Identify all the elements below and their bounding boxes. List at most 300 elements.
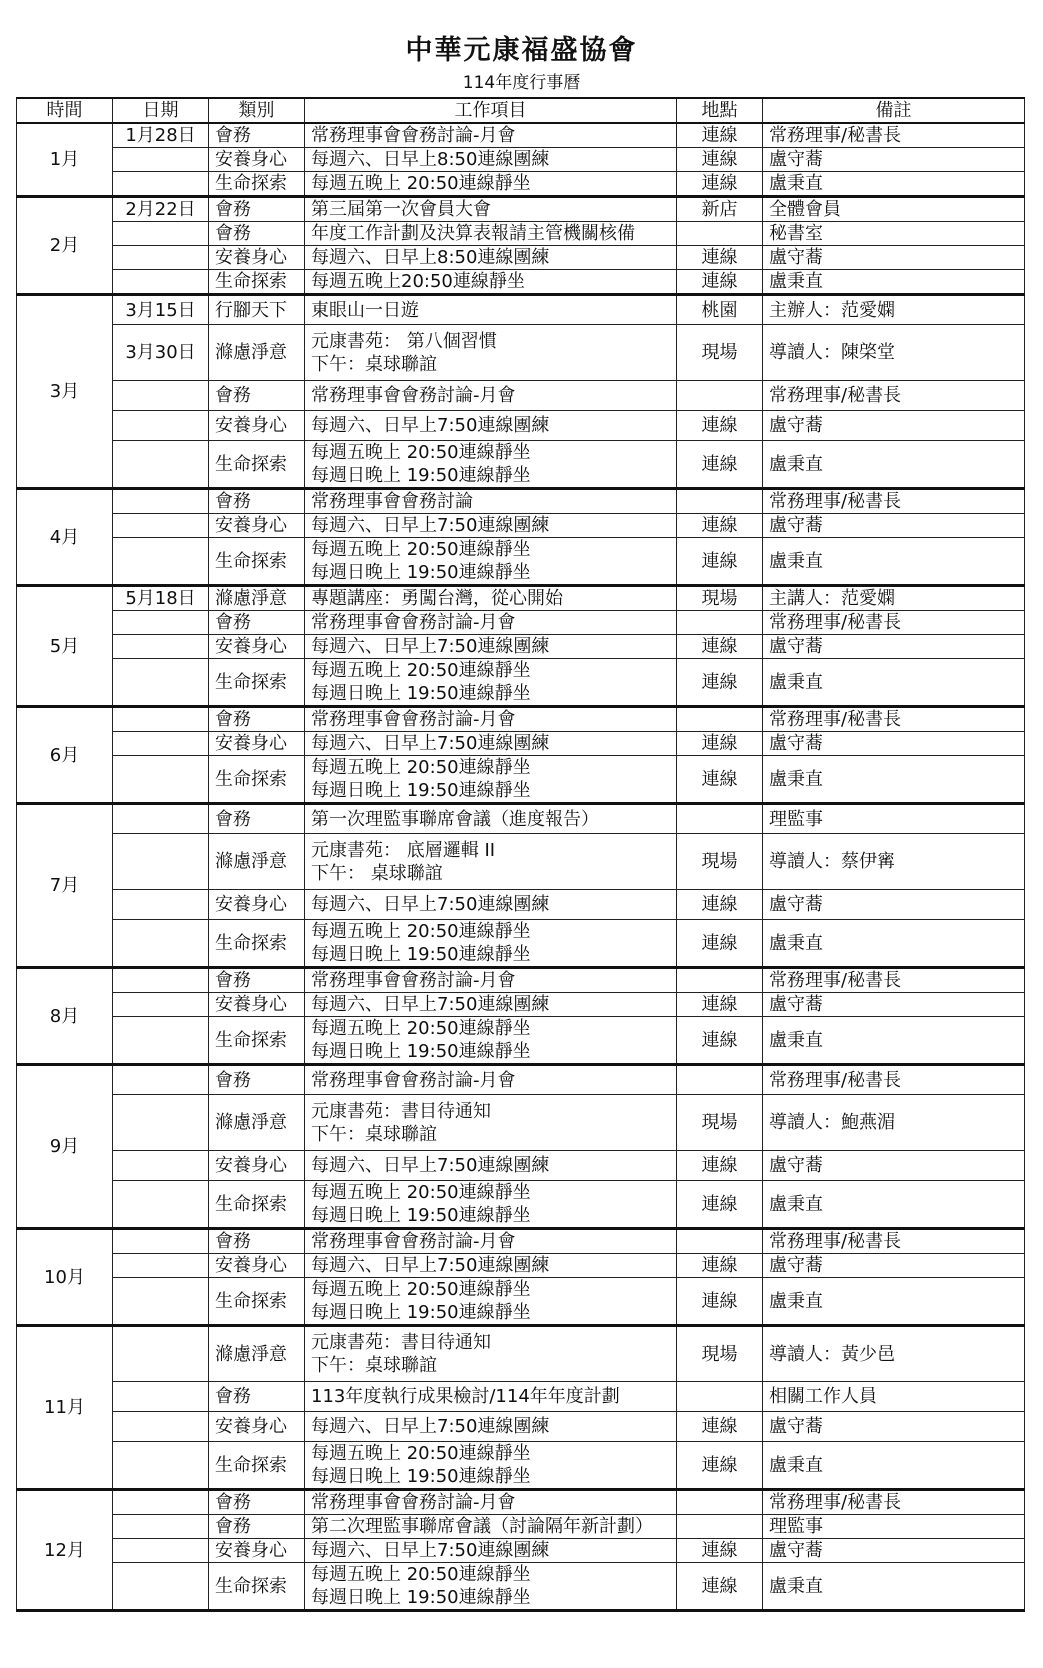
category-cell: 生命探索	[209, 441, 305, 489]
category-cell: 生命探索	[209, 1278, 305, 1326]
category-cell: 會務	[209, 197, 305, 222]
location-cell: 連線	[677, 538, 763, 586]
category-cell: 會務	[209, 1490, 305, 1515]
work-item-line: 元康書苑： 第八個習慣	[311, 330, 497, 352]
date-cell	[113, 489, 209, 514]
note-cell: 盧守蕎	[763, 1151, 1025, 1181]
table-row	[17, 1181, 1025, 1229]
note-cell: 盧守蕎	[763, 890, 1025, 920]
category-cell: 安養身心	[209, 1539, 305, 1563]
location-cell: 連線	[677, 270, 763, 295]
work-item-cell	[305, 1181, 677, 1229]
work-item-line: 元康書苑： 底層邏輯 II	[311, 839, 496, 861]
date-cell	[113, 270, 209, 295]
date-cell	[113, 1563, 209, 1611]
date-cell	[113, 1382, 209, 1412]
date-cell: 1月28日	[113, 123, 209, 148]
category-cell: 會務	[209, 1065, 305, 1095]
note-cell: 全體會員	[763, 197, 1025, 222]
location-cell: 連線	[677, 1278, 763, 1326]
table-row	[17, 489, 1025, 514]
work-item-line: 下午：桌球聯誼	[311, 1355, 437, 1376]
category-cell: 滌慮淨意	[209, 834, 305, 890]
date-cell	[113, 834, 209, 890]
category-cell: 生命探索	[209, 1442, 305, 1490]
location-cell	[677, 707, 763, 732]
table-row	[17, 1095, 1025, 1151]
category-cell: 會務	[209, 222, 305, 246]
work-item-line: 下午： 桌球聯誼	[311, 862, 443, 884]
work-item-line: 常務理事會會務討論-月會	[311, 1231, 516, 1252]
note-cell: 常務理事/秘書長	[763, 968, 1025, 993]
work-item-line: 元康書苑：書目待通知	[311, 1332, 491, 1353]
date-cell	[113, 804, 209, 834]
work-item-line: 專題講座：勇闖台灣，從心開始	[311, 588, 563, 609]
work-item-line: 每週六、日早上8:50連線團練	[311, 247, 550, 268]
work-item-cell	[305, 538, 677, 586]
category-cell: 安養身心	[209, 1151, 305, 1181]
location-cell: 連線	[677, 920, 763, 968]
location-cell: 連線	[677, 659, 763, 707]
location-cell: 連線	[677, 514, 763, 538]
date-cell	[113, 222, 209, 246]
table-row	[17, 1229, 1025, 1254]
schedule-table	[16, 97, 1025, 1612]
location-cell: 連線	[677, 635, 763, 659]
work-item-line: 每週六、日早上7:50連線團練	[311, 1540, 550, 1561]
table-row	[17, 325, 1025, 381]
note-cell: 盧守蕎	[763, 246, 1025, 270]
table-row	[17, 1490, 1025, 1515]
work-item-cell	[305, 890, 677, 920]
location-cell: 連線	[677, 148, 763, 172]
table-row	[17, 635, 1025, 659]
date-cell	[113, 659, 209, 707]
table-row	[17, 197, 1025, 222]
month-cell: 11月	[17, 1326, 113, 1490]
work-item-cell	[305, 756, 677, 804]
work-item-cell	[305, 968, 677, 993]
category-cell: 會務	[209, 489, 305, 514]
location-cell	[677, 1490, 763, 1515]
note-cell: 盧秉直	[763, 1017, 1025, 1065]
category-cell: 會務	[209, 1382, 305, 1412]
category-cell: 滌慮淨意	[209, 1095, 305, 1151]
work-item-line: 下午：桌球聯誼	[311, 353, 437, 375]
date-cell	[113, 246, 209, 270]
note-cell: 常務理事/秘書長	[763, 123, 1025, 148]
table-row	[17, 707, 1025, 732]
category-cell: 生命探索	[209, 920, 305, 968]
location-cell	[677, 1515, 763, 1539]
work-item-line: 每週五晚上 20:50連線靜坐	[311, 1182, 531, 1203]
table-row	[17, 586, 1025, 611]
location-cell	[677, 1229, 763, 1254]
month-cell: 7月	[17, 804, 113, 968]
note-cell: 導讀人：鮑燕湄	[763, 1095, 1025, 1151]
work-item-line: 第二次理監事聯席會議（討論隔年新計劃）	[311, 1516, 653, 1537]
note-cell: 秘書室	[763, 222, 1025, 246]
work-item-cell	[305, 1515, 677, 1539]
work-item-line: 第三屆第一次會員大會	[311, 199, 491, 220]
category-cell: 會務	[209, 804, 305, 834]
date-cell: 5月18日	[113, 586, 209, 611]
work-item-cell	[305, 1229, 677, 1254]
location-cell: 現場	[677, 834, 763, 890]
work-item-cell	[305, 325, 677, 381]
month-cell: 5月	[17, 586, 113, 707]
location-cell: 連線	[677, 1412, 763, 1442]
work-item-cell	[305, 1442, 677, 1490]
note-cell: 理監事	[763, 1515, 1025, 1539]
location-cell	[677, 1382, 763, 1412]
category-cell: 生命探索	[209, 1181, 305, 1229]
month-cell: 1月	[17, 123, 113, 197]
location-cell: 連線	[677, 1151, 763, 1181]
date-cell	[113, 1254, 209, 1278]
work-item-cell	[305, 920, 677, 968]
note-cell: 常務理事/秘書長	[763, 1065, 1025, 1095]
category-cell: 安養身心	[209, 246, 305, 270]
work-item-line: 東眼山一日遊	[311, 299, 419, 321]
month-cell: 12月	[17, 1490, 113, 1611]
work-item-cell	[305, 295, 677, 325]
date-cell	[113, 1490, 209, 1515]
work-item-cell	[305, 270, 677, 295]
work-item-cell	[305, 489, 677, 514]
note-cell: 盧守蕎	[763, 1412, 1025, 1442]
work-item-line: 每週五晚上 20:50連線靜坐	[311, 1279, 531, 1300]
table-row	[17, 1563, 1025, 1611]
location-cell: 連線	[677, 411, 763, 441]
work-item-cell	[305, 707, 677, 732]
table-row	[17, 1278, 1025, 1326]
date-cell	[113, 1326, 209, 1382]
location-cell: 連線	[677, 123, 763, 148]
location-cell	[677, 611, 763, 635]
note-cell: 盧秉直	[763, 441, 1025, 489]
work-item-cell	[305, 514, 677, 538]
category-cell: 安養身心	[209, 993, 305, 1017]
work-item-line: 常務理事會會務討論	[311, 491, 473, 512]
table-row	[17, 441, 1025, 489]
note-cell: 常務理事/秘書長	[763, 489, 1025, 514]
location-cell	[677, 489, 763, 514]
work-item-cell	[305, 1095, 677, 1151]
date-cell	[113, 732, 209, 756]
note-cell: 盧守蕎	[763, 148, 1025, 172]
location-cell	[677, 1065, 763, 1095]
location-cell: 現場	[677, 586, 763, 611]
category-cell: 生命探索	[209, 1563, 305, 1611]
work-item-line: 每週日晚上 19:50連線靜坐	[311, 683, 531, 704]
note-cell: 常務理事/秘書長	[763, 381, 1025, 411]
work-item-line: 每週日晚上 19:50連線靜坐	[311, 1205, 531, 1226]
work-item-line: 每週五晚上 20:50連線靜坐	[311, 660, 531, 681]
date-cell	[113, 920, 209, 968]
date-cell	[113, 1539, 209, 1563]
table-row	[17, 123, 1025, 148]
category-cell: 安養身心	[209, 635, 305, 659]
work-item-cell	[305, 381, 677, 411]
date-cell	[113, 411, 209, 441]
work-item-cell	[305, 1017, 677, 1065]
table-row	[17, 1515, 1025, 1539]
work-item-line: 每週六、日早上7:50連線團練	[311, 1416, 550, 1437]
location-cell: 連線	[677, 1254, 763, 1278]
work-item-cell	[305, 148, 677, 172]
category-cell: 安養身心	[209, 1254, 305, 1278]
date-cell	[113, 1065, 209, 1095]
category-cell: 生命探索	[209, 270, 305, 295]
note-cell: 盧守蕎	[763, 514, 1025, 538]
work-item-line: 每週六、日早上7:50連線團練	[311, 415, 550, 436]
location-cell: 連線	[677, 1442, 763, 1490]
category-cell: 滌慮淨意	[209, 325, 305, 381]
note-cell: 盧秉直	[763, 1442, 1025, 1490]
date-cell	[113, 890, 209, 920]
location-cell: 連線	[677, 1563, 763, 1611]
location-cell: 連線	[677, 1017, 763, 1065]
category-cell: 滌慮淨意	[209, 586, 305, 611]
note-cell: 盧秉直	[763, 1278, 1025, 1326]
category-cell: 會務	[209, 381, 305, 411]
work-item-line: 常務理事會會務討論-月會	[311, 970, 516, 991]
work-item-cell	[305, 1326, 677, 1382]
work-item-line: 每週日晚上 19:50連線靜坐	[311, 465, 531, 486]
location-cell: 連線	[677, 1539, 763, 1563]
location-cell: 連線	[677, 441, 763, 489]
note-cell: 常務理事/秘書長	[763, 1229, 1025, 1254]
table-row	[17, 381, 1025, 411]
note-cell: 盧守蕎	[763, 411, 1025, 441]
work-item-line: 每週日晚上 19:50連線靜坐	[311, 944, 531, 965]
work-item-cell	[305, 834, 677, 890]
note-cell: 盧秉直	[763, 538, 1025, 586]
work-item-cell	[305, 1254, 677, 1278]
work-item-line: 每週日晚上 19:50連線靜坐	[311, 1466, 531, 1487]
month-cell: 4月	[17, 489, 113, 586]
note-cell: 導讀人：蔡伊寗	[763, 834, 1025, 890]
month-cell: 6月	[17, 707, 113, 804]
page-subtitle: 114年度行事曆	[462, 73, 581, 93]
work-item-line: 每週五晚上 20:50連線靜坐	[311, 173, 531, 194]
category-cell: 會務	[209, 1515, 305, 1539]
note-cell: 盧秉直	[763, 172, 1025, 197]
table-row	[17, 659, 1025, 707]
month-cell: 2月	[17, 197, 113, 295]
work-item-cell	[305, 659, 677, 707]
work-item-line: 常務理事會會務討論-月會	[311, 612, 516, 633]
work-item-cell	[305, 611, 677, 635]
date-cell	[113, 1181, 209, 1229]
date-cell	[113, 172, 209, 197]
table-row	[17, 222, 1025, 246]
work-item-line: 每週五晚上 20:50連線靜坐	[311, 757, 531, 778]
work-item-line: 每週五晚上 20:50連線靜坐	[311, 1564, 531, 1585]
work-item-cell	[305, 246, 677, 270]
note-cell: 主講人：范愛嫻	[763, 586, 1025, 611]
table-row	[17, 270, 1025, 295]
date-cell	[113, 1412, 209, 1442]
work-item-cell	[305, 123, 677, 148]
category-cell: 生命探索	[209, 756, 305, 804]
header-location: 地點	[677, 98, 763, 123]
note-cell: 盧守蕎	[763, 732, 1025, 756]
date-cell	[113, 1515, 209, 1539]
date-cell	[113, 1229, 209, 1254]
work-item-line: 每週五晚上 20:50連線靜坐	[311, 1018, 531, 1039]
work-item-cell	[305, 993, 677, 1017]
category-cell: 會務	[209, 611, 305, 635]
category-cell: 安養身心	[209, 1412, 305, 1442]
work-item-line: 每週六、日早上7:50連線團練	[311, 1255, 550, 1276]
date-cell: 3月15日	[113, 295, 209, 325]
date-cell	[113, 1017, 209, 1065]
work-item-line: 常務理事會會務討論-月會	[311, 709, 516, 730]
work-item-cell	[305, 1382, 677, 1412]
work-item-cell	[305, 411, 677, 441]
work-item-line: 每週五晚上 20:50連線靜坐	[311, 921, 531, 942]
work-item-cell	[305, 1065, 677, 1095]
date-cell: 2月22日	[113, 197, 209, 222]
table-row	[17, 246, 1025, 270]
work-item-line: 每週日晚上 19:50連線靜坐	[311, 1041, 531, 1062]
work-item-line: 年度工作計劃及決算表報請主管機關核備	[311, 223, 635, 244]
work-item-line: 每週五晚上20:50連線靜坐	[311, 271, 525, 292]
table-row	[17, 1442, 1025, 1490]
date-cell	[113, 514, 209, 538]
category-cell: 生命探索	[209, 172, 305, 197]
table-row	[17, 732, 1025, 756]
location-cell: 連線	[677, 1181, 763, 1229]
date-cell	[113, 968, 209, 993]
date-cell	[113, 538, 209, 586]
note-cell: 盧秉直	[763, 756, 1025, 804]
header-work-item: 工作項目	[305, 98, 677, 123]
location-cell: 現場	[677, 1326, 763, 1382]
date-cell	[113, 707, 209, 732]
month-cell: 8月	[17, 968, 113, 1065]
header-date: 日期	[113, 98, 209, 123]
work-item-cell	[305, 1278, 677, 1326]
note-cell: 導讀人：陳棨堂	[763, 325, 1025, 381]
table-header-row	[17, 98, 1025, 123]
location-cell: 連線	[677, 993, 763, 1017]
work-item-line: 常務理事會會務討論-月會	[311, 125, 516, 146]
category-cell: 生命探索	[209, 538, 305, 586]
work-item-cell	[305, 1490, 677, 1515]
work-item-line: 每週五晚上 20:50連線靜坐	[311, 539, 531, 560]
table-row	[17, 295, 1025, 325]
work-item-cell	[305, 1412, 677, 1442]
work-item-cell	[305, 1563, 677, 1611]
work-item-cell	[305, 1151, 677, 1181]
work-item-cell	[305, 586, 677, 611]
category-cell: 安養身心	[209, 890, 305, 920]
table-row	[17, 1254, 1025, 1278]
header-time: 時間	[17, 98, 113, 123]
work-item-cell	[305, 197, 677, 222]
work-item-line: 每週六、日早上8:50連線團練	[311, 149, 550, 170]
category-cell: 會務	[209, 707, 305, 732]
note-cell: 相關工作人員	[763, 1382, 1025, 1412]
note-cell: 盧守蕎	[763, 993, 1025, 1017]
work-item-line: 每週六、日早上7:50連線團練	[311, 733, 550, 754]
work-item-line: 每週六、日早上7:50連線團練	[311, 894, 550, 915]
note-cell: 盧守蕎	[763, 1539, 1025, 1563]
work-item-cell	[305, 1539, 677, 1563]
note-cell: 盧秉直	[763, 659, 1025, 707]
work-item-line: 常務理事會會務討論-月會	[311, 1069, 516, 1091]
location-cell: 連線	[677, 890, 763, 920]
work-item-line: 每週六、日早上7:50連線團練	[311, 994, 550, 1015]
category-cell: 安養身心	[209, 411, 305, 441]
work-item-line: 每週日晚上 19:50連線靜坐	[311, 780, 531, 801]
location-cell	[677, 804, 763, 834]
work-item-cell	[305, 222, 677, 246]
note-cell: 盧秉直	[763, 920, 1025, 968]
category-cell: 安養身心	[209, 148, 305, 172]
work-item-line: 常務理事會會務討論-月會	[311, 1492, 516, 1513]
category-cell: 會務	[209, 123, 305, 148]
table-row	[17, 993, 1025, 1017]
work-item-line: 113年度執行成果檢討/114年年度計劃	[311, 1386, 620, 1407]
category-cell: 會務	[209, 1229, 305, 1254]
table-row	[17, 890, 1025, 920]
note-cell: 導讀人：黃少邑	[763, 1326, 1025, 1382]
work-item-line: 下午：桌球聯誼	[311, 1123, 437, 1145]
date-cell	[113, 1278, 209, 1326]
header-category: 類別	[209, 98, 305, 123]
note-cell: 盧守蕎	[763, 1254, 1025, 1278]
month-cell: 3月	[17, 295, 113, 489]
category-cell: 安養身心	[209, 514, 305, 538]
date-cell	[113, 381, 209, 411]
location-cell	[677, 968, 763, 993]
page-title: 中華元康福盛協會	[405, 35, 638, 66]
table-row	[17, 148, 1025, 172]
date-cell	[113, 1151, 209, 1181]
note-cell: 盧秉直	[763, 1563, 1025, 1611]
date-cell	[113, 1442, 209, 1490]
work-item-line: 每週五晚上 20:50連線靜坐	[311, 1443, 531, 1464]
table-row	[17, 1017, 1025, 1065]
date-cell	[113, 148, 209, 172]
table-row	[17, 172, 1025, 197]
date-cell	[113, 1095, 209, 1151]
date-cell	[113, 441, 209, 489]
table-row	[17, 756, 1025, 804]
category-cell: 安養身心	[209, 732, 305, 756]
note-cell: 常務理事/秘書長	[763, 611, 1025, 635]
header-note: 備註	[763, 98, 1025, 123]
note-cell: 理監事	[763, 804, 1025, 834]
work-item-line: 每週日晚上 19:50連線靜坐	[311, 562, 531, 583]
location-cell	[677, 381, 763, 411]
table-row	[17, 514, 1025, 538]
table-row	[17, 538, 1025, 586]
table-row	[17, 968, 1025, 993]
month-cell: 10月	[17, 1229, 113, 1326]
category-cell: 生命探索	[209, 659, 305, 707]
work-item-line: 第一次理監事聯席會議（進度報告）	[311, 808, 599, 830]
note-cell: 盧秉直	[763, 1181, 1025, 1229]
work-item-line: 每週六、日早上7:50連線團練	[311, 1155, 550, 1176]
table-row	[17, 1151, 1025, 1181]
note-cell: 常務理事/秘書長	[763, 707, 1025, 732]
category-cell: 滌慮淨意	[209, 1326, 305, 1382]
